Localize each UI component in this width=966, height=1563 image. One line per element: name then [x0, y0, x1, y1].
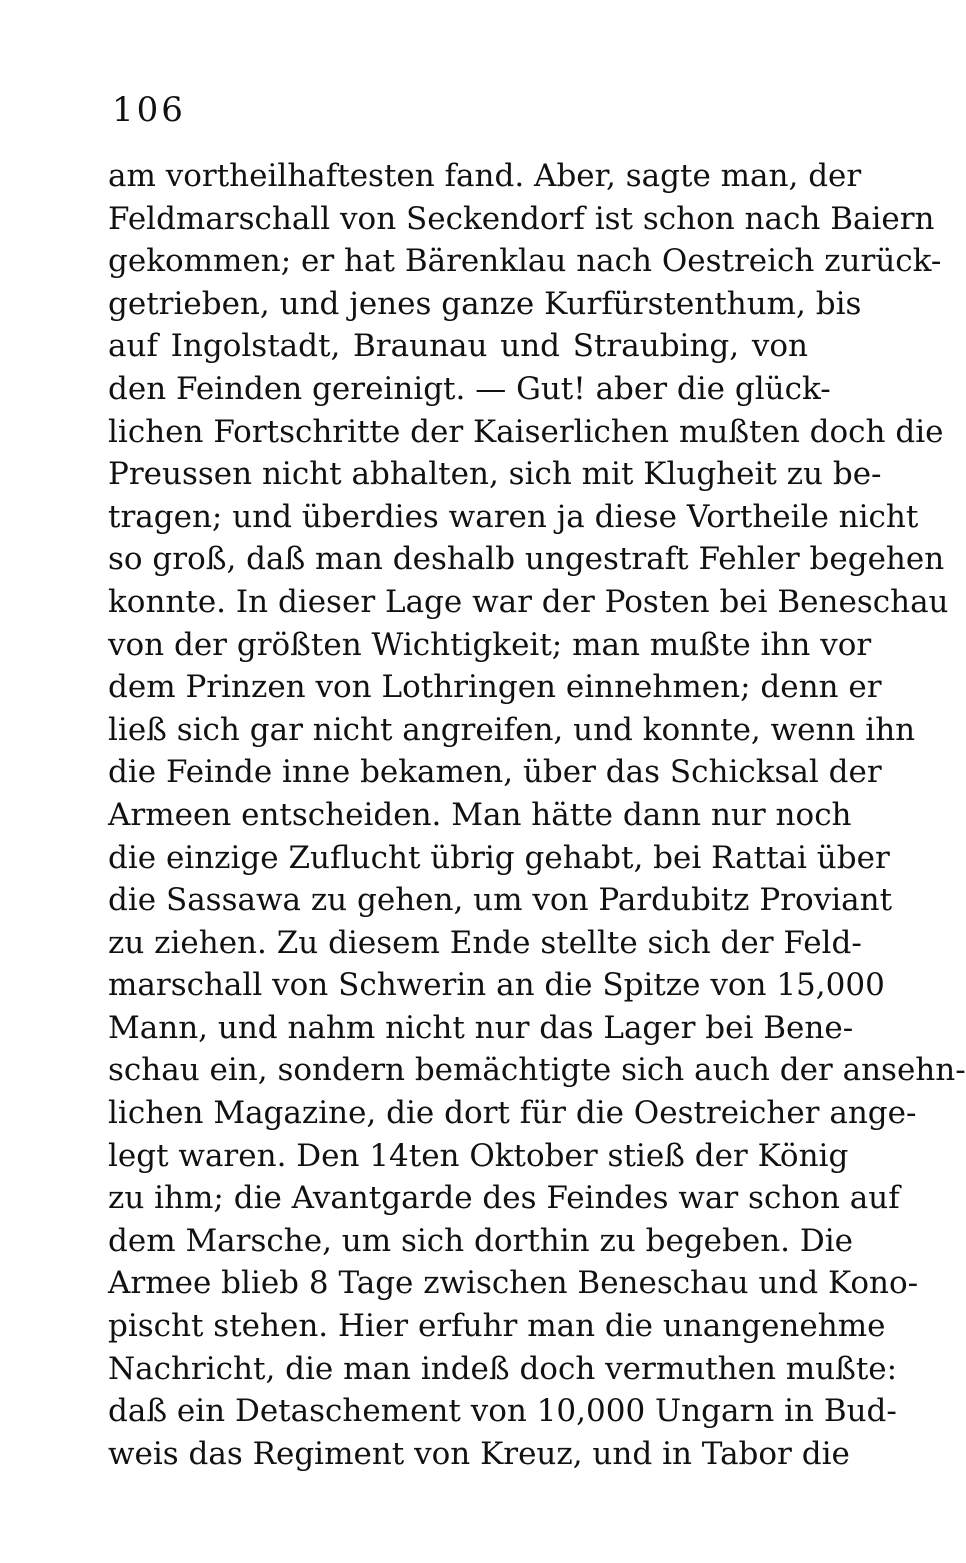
- text-line: legt waren. Den 14ten Oktober stieß der König: [108, 1137, 849, 1174]
- text-line: am vortheilhaftesten fand. Aber, sagte man, der: [108, 158, 862, 194]
- text-line: gekommen; er hat Bärenklau nach Oestreich zurück-: [108, 243, 942, 280]
- text-line: auf Ingolstadt, Braunau und Straubing, von: [108, 328, 808, 365]
- text-line: von der größten Wichtigkeit; man mußte ihn vor: [108, 626, 872, 663]
- text-line: Feldmarschall von Seckendorf ist schon nach Baiern: [108, 200, 935, 237]
- body-text: [108, 155, 966, 1475]
- text-line: Nachricht, die man indeß doch vermuthen mußte:: [108, 1350, 898, 1387]
- text-line: lichen Magazine, die dort für die Oestreicher ange-: [108, 1095, 917, 1132]
- text-line: tragen; und überdies waren ja diese Vortheile nicht: [108, 498, 919, 535]
- text-line: dem Marsche, um sich dorthin zu begeben. Die: [108, 1222, 853, 1259]
- text-line: Mann, und nahm nicht nur das Lager bei Bene-: [108, 1009, 854, 1046]
- text-line: Armeen entscheiden. Man hätte dann nur noch: [108, 796, 852, 833]
- text-line: schau ein, sondern bemächtigte sich auch der ansehn-: [108, 1052, 966, 1089]
- text-line: getrieben, und jenes ganze Kurfürstenthum, bis: [108, 285, 862, 322]
- text-line: dem Prinzen von Lothringen einnehmen; denn er: [108, 669, 882, 706]
- text-line: lichen Fortschritte der Kaiserlichen mußten doch die: [108, 413, 944, 450]
- text-line: konnte. In dieser Lage war der Posten bei Beneschau: [108, 583, 949, 620]
- text-line: ließ sich gar nicht angreifen, und konnte, wenn ihn: [108, 711, 916, 748]
- text-line: marschall von Schwerin an die Spitze von 15,000: [108, 967, 885, 1004]
- text-line: die einzige Zuflucht übrig gehabt, bei Rattai über: [108, 839, 890, 876]
- text-line: zu ziehen. Zu diesem Ende stellte sich der Feld-: [108, 924, 862, 961]
- text-line: die Sassawa zu gehen, um von Pardubitz Proviant: [108, 882, 893, 919]
- text-line: zu ihm; die Avantgarde des Feindes war schon auf: [108, 1180, 900, 1217]
- text-line: Preussen nicht abhalten, sich mit Klugheit zu be-: [108, 456, 882, 493]
- text-line: weis das Regiment von Kreuz, und in Tabor die: [108, 1435, 850, 1472]
- text-line: so groß, daß man deshalb ungestraft Fehler begehen: [108, 541, 945, 578]
- text-line: den Feinden gereinigt. — Gut! aber die glück-: [108, 370, 831, 407]
- page-number: 106: [112, 90, 186, 130]
- text-line: pischt stehen. Hier erfuhr man die unangenehme: [108, 1308, 886, 1345]
- text-line: die Feinde inne bekamen, über das Schicksal der: [108, 754, 882, 791]
- text-line: Armee blieb 8 Tage zwischen Beneschau und Kono-: [108, 1265, 919, 1302]
- text-line: daß ein Detaschement von 10,000 Ungarn in Bud-: [108, 1393, 897, 1430]
